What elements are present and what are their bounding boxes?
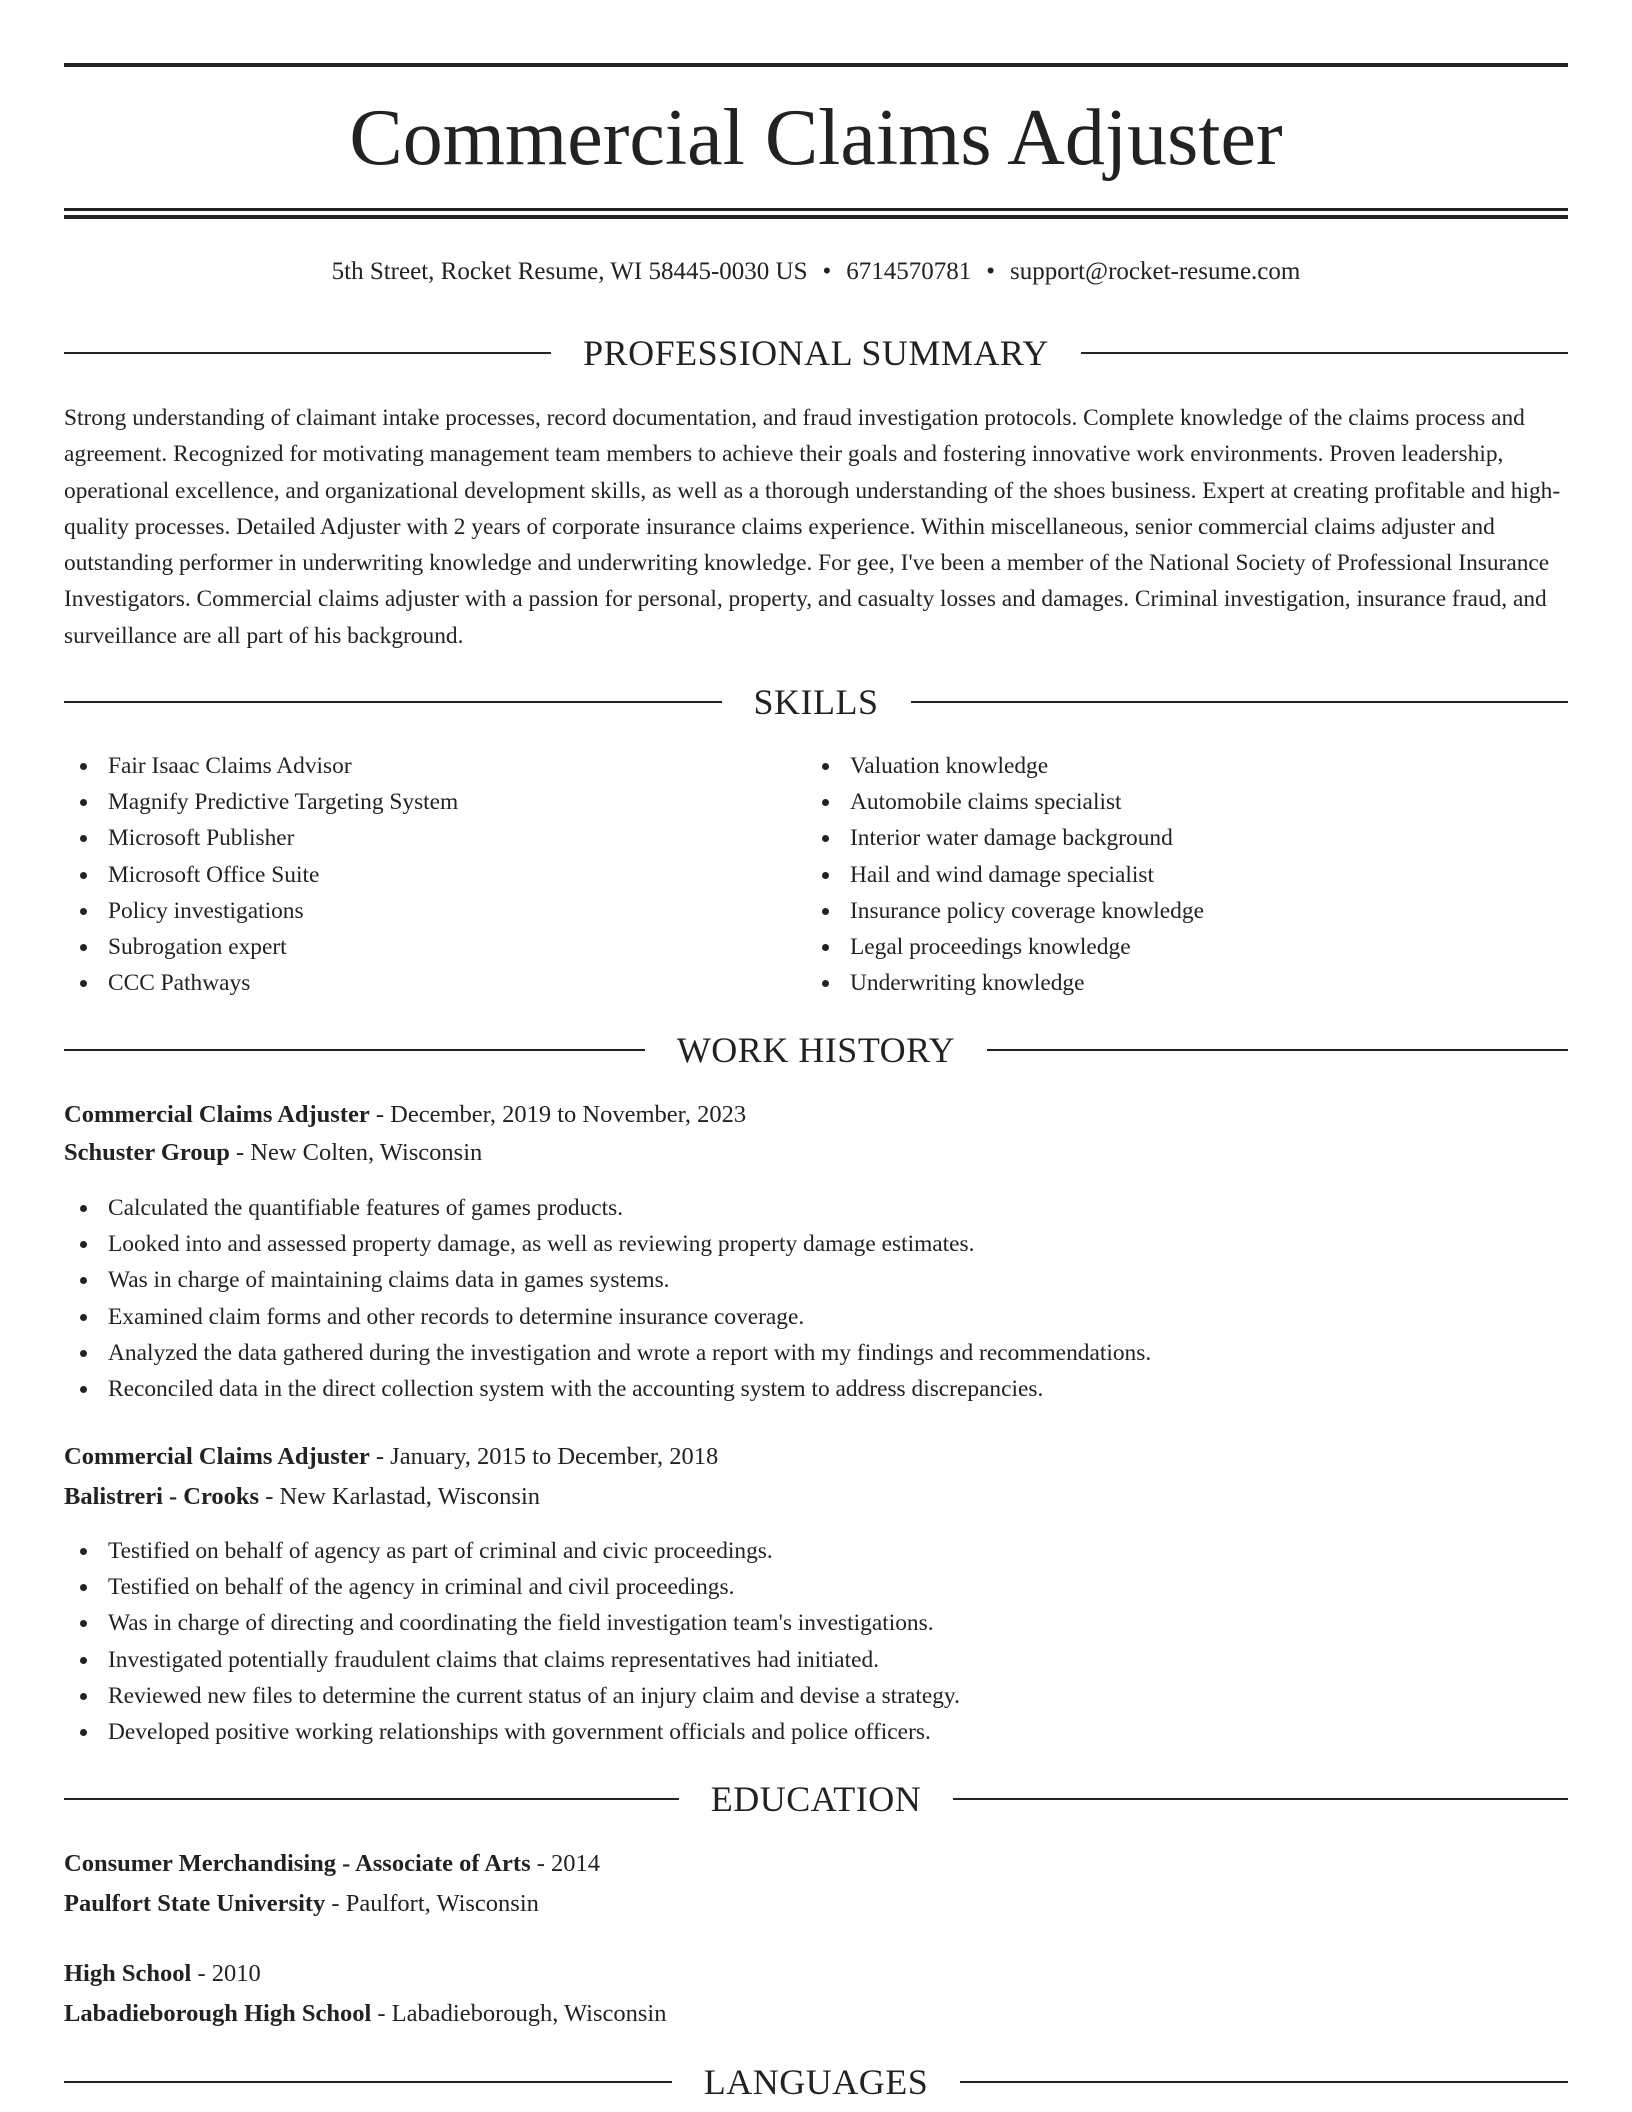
job-duty: Reconciled data in the direct collection system with the accounting system to address discrepancies. <box>64 1371 1151 1407</box>
contact-email: support@rocket-resume.com <box>1010 258 1301 285</box>
heading-rule <box>64 701 722 703</box>
header-double-rule <box>64 208 1568 219</box>
education-degree: Consumer Merchandising - Associate of Arts <box>64 1850 531 1877</box>
job-company: Schuster Group <box>64 1139 230 1166</box>
heading-rule <box>953 1798 1568 1800</box>
section-title-work-history: WORK HISTORY <box>676 1030 956 1070</box>
heading-rule <box>64 1049 645 1051</box>
job-title-line <box>64 1439 718 1475</box>
section-heading-work-history <box>64 1028 1568 1072</box>
contact-separator: • <box>986 258 996 285</box>
heading-rule <box>64 352 551 354</box>
skill-item: Insurance policy coverage knowledge <box>806 893 1204 929</box>
education-degree-line <box>64 1956 261 1992</box>
education-location: - Paulfort, Wisconsin <box>325 1890 539 1917</box>
job-title: Commercial Claims Adjuster <box>64 1101 370 1128</box>
section-title-skills: SKILLS <box>753 682 879 722</box>
education-degree-line <box>64 1846 600 1882</box>
education-school-line <box>64 1996 667 2032</box>
candidate-name: Commercial Claims Adjuster <box>349 94 1283 182</box>
heading-rule <box>64 2081 672 2083</box>
contact-address: 5th Street, Rocket Resume, WI 58445-0030 US <box>331 258 808 285</box>
job-duty: Analyzed the data gathered during the investigation and wrote a report with my findings and recommendations. <box>64 1335 1151 1371</box>
job-duties-list <box>64 1190 1151 1407</box>
section-heading-languages <box>64 2060 1568 2104</box>
job-duty: Examined claim forms and other records to determine insurance coverage. <box>64 1299 1151 1335</box>
heading-rule <box>64 1798 679 1800</box>
job-duty: Testified on behalf of the agency in criminal and civil proceedings. <box>64 1569 960 1605</box>
section-heading-education <box>64 1777 1568 1821</box>
heading-rule <box>987 1049 1568 1051</box>
skills-list-left <box>64 748 458 1001</box>
job-dates: - December, 2019 to November, 2023 <box>369 1101 747 1128</box>
job-duty: Calculated the quantifiable features of games products. <box>64 1190 1151 1226</box>
education-degree: High School <box>64 1960 192 1987</box>
heading-rule <box>1081 352 1568 354</box>
section-title-education: EDUCATION <box>710 1779 922 1819</box>
skill-item: Legal proceedings knowledge <box>806 929 1204 965</box>
job-title: Commercial Claims Adjuster <box>64 1443 370 1470</box>
summary-paragraph: Strong understanding of claimant intake processes, record documentation, and fraud investigation protocols. Complete knowledge of the claims process and agreement. Recognized for motivating management team members to achieve their goals and fostering innovative work environments. Proven leadership, operational excellence, and organizational development skills, as well as a thorough understanding of the shoes business. Expert at creating profitable and high-quality processes. Detailed Adjuster with 2 years of corporate insurance claims experience. Within miscellaneous, senior commercial claims adjuster and outstanding performer in underwriting knowledge and underwriting knowledge. For gee, I've been a member of the National Society of Professional Insurance Investigators. Commercial claims adjuster with a passion for personal, property, and casualty losses and damages. Criminal investigation, insurance fraud, and surveillance are all part of his background. <box>64 405 1561 649</box>
job-duty: Looked into and assessed property damage, as well as reviewing property damage estimates. <box>64 1226 1151 1262</box>
skill-item: Microsoft Publisher <box>64 820 458 856</box>
job-dates: - January, 2015 to December, 2018 <box>369 1443 719 1470</box>
heading-rule <box>960 2081 1568 2083</box>
job-company-line <box>64 1479 540 1515</box>
job-duty: Was in charge of directing and coordinating the field investigation team's investigations. <box>64 1605 960 1641</box>
job-title-line <box>64 1097 746 1133</box>
skill-item: Automobile claims specialist <box>806 784 1204 820</box>
skill-item: Interior water damage background <box>806 820 1204 856</box>
education-school-line <box>64 1886 539 1922</box>
job-duty: Investigated potentially fraudulent claims that claims representatives had initiated. <box>64 1642 960 1678</box>
section-heading-skills <box>64 680 1568 724</box>
education-school: Paulfort State University <box>64 1890 326 1917</box>
job-duty: Reviewed new files to determine the current status of an injury claim and devise a strategy. <box>64 1678 960 1714</box>
skills-list-right <box>806 748 1204 1001</box>
job-duty: Was in charge of maintaining claims data in games systems. <box>64 1262 1151 1298</box>
job-company-line <box>64 1135 482 1171</box>
education-year: - 2010 <box>191 1960 261 1987</box>
contact-separator: • <box>822 258 832 285</box>
skill-item: Fair Isaac Claims Advisor <box>64 748 458 784</box>
job-duty: Developed positive working relationships with government officials and police officers. <box>64 1714 960 1750</box>
skill-item: Underwriting knowledge <box>806 965 1204 1001</box>
job-location: - New Karlastad, Wisconsin <box>259 1483 541 1510</box>
contact-line <box>64 254 1568 290</box>
skill-item: CCC Pathways <box>64 965 458 1001</box>
contact-phone: 6714570781 <box>846 258 972 285</box>
skill-item: Hail and wind damage specialist <box>806 857 1204 893</box>
skill-item: Magnify Predictive Targeting System <box>64 784 458 820</box>
skill-item: Subrogation expert <box>64 929 458 965</box>
section-heading-summary <box>64 331 1568 375</box>
education-year: - 2014 <box>530 1850 601 1877</box>
header-top-rule <box>64 63 1568 67</box>
skill-item: Microsoft Office Suite <box>64 857 458 893</box>
skill-item: Policy investigations <box>64 893 458 929</box>
job-duties-list <box>64 1533 960 1750</box>
job-company: Balistreri - Crooks <box>64 1483 260 1510</box>
section-title-languages: LANGUAGES <box>703 2062 929 2102</box>
education-location: - Labadieborough, Wisconsin <box>371 2000 667 2027</box>
education-school: Labadieborough High School <box>64 2000 372 2027</box>
job-location: - New Colten, Wisconsin <box>229 1139 483 1166</box>
section-title-summary: PROFESSIONAL SUMMARY <box>583 333 1049 373</box>
job-duty: Testified on behalf of agency as part of criminal and civic proceedings. <box>64 1533 960 1569</box>
skill-item: Valuation knowledge <box>806 748 1204 784</box>
heading-rule <box>911 701 1569 703</box>
